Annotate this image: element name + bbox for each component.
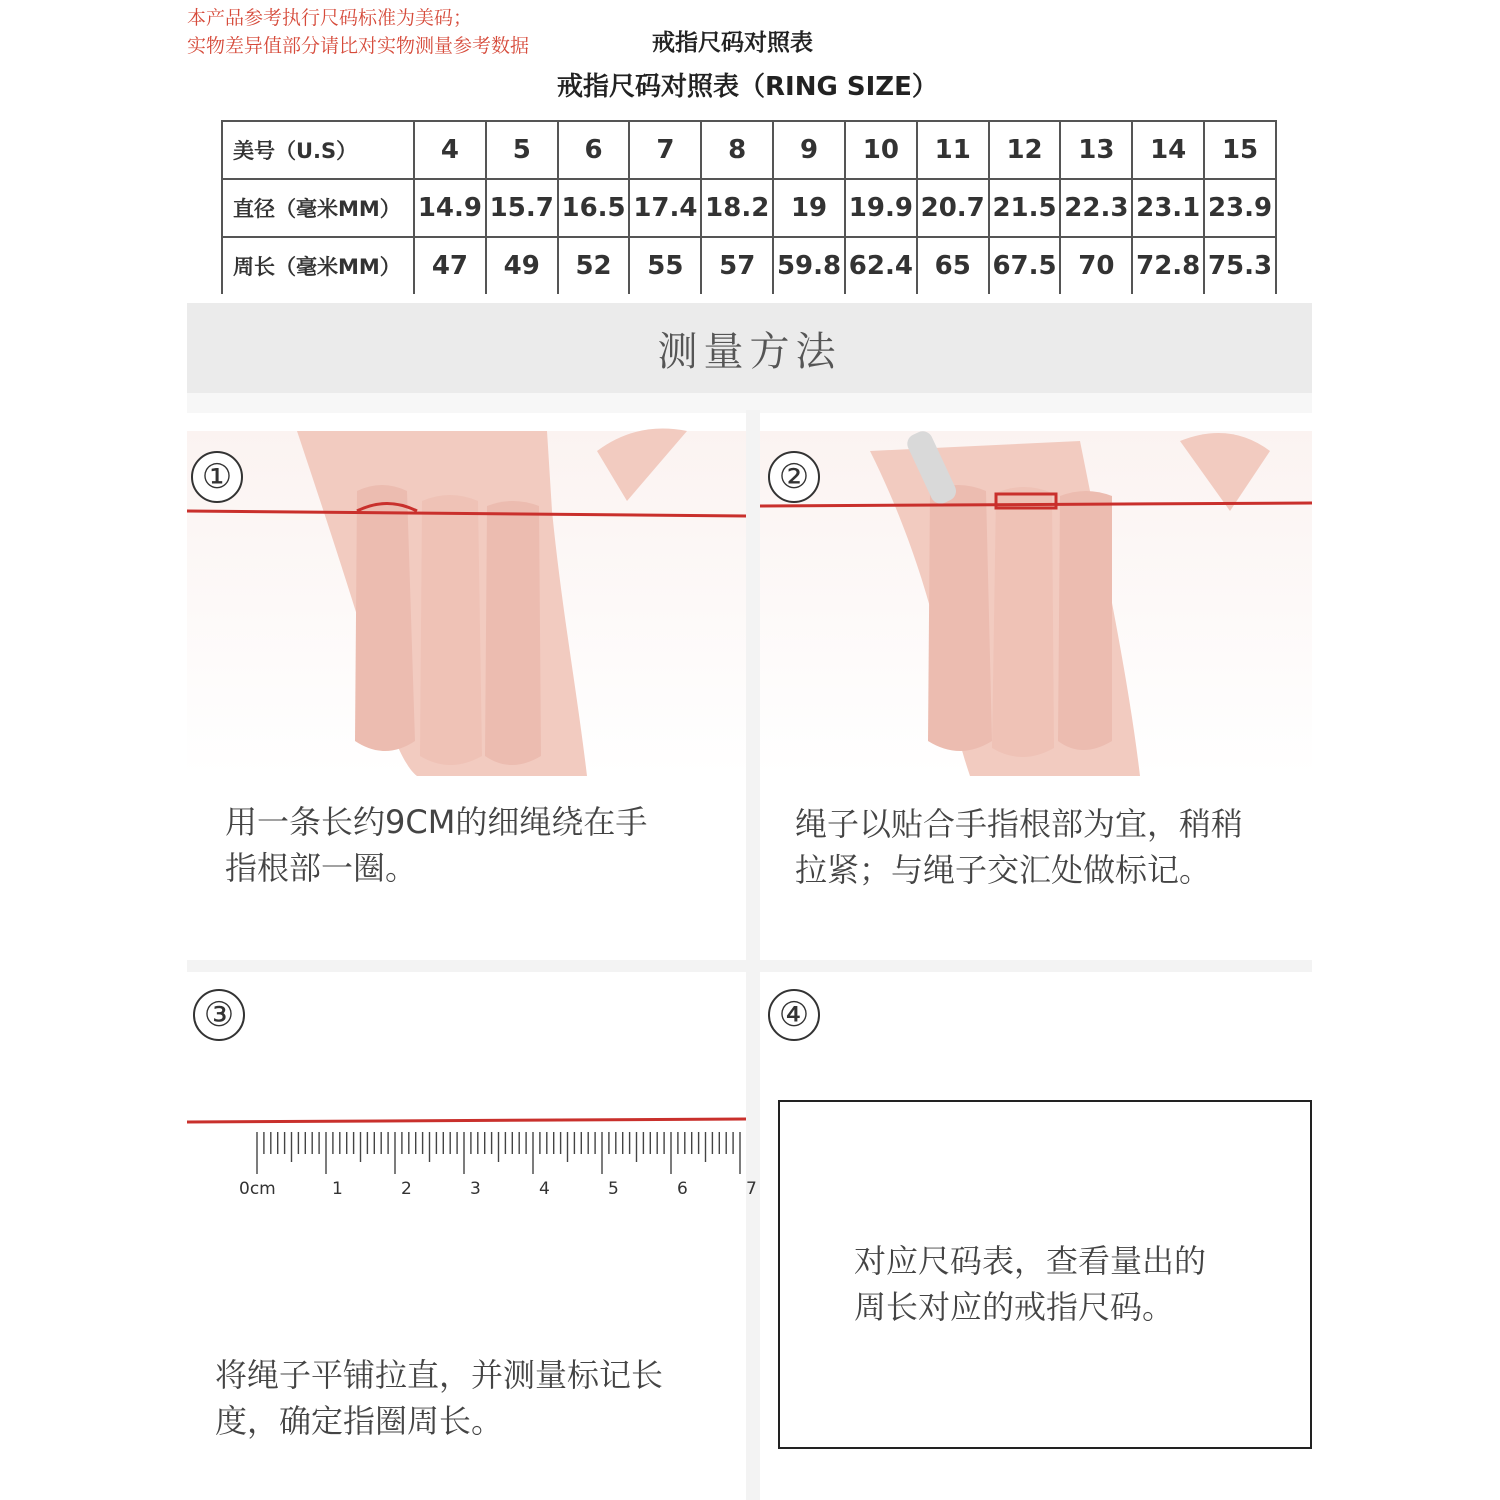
step-number: ④ <box>768 989 820 1041</box>
size-cell: 6 <box>558 121 630 179</box>
size-cell: 11 <box>917 121 989 179</box>
step-text-line: 对应尺码表，查看量出的 <box>854 1242 1207 1280</box>
ruler-with-string <box>187 1112 757 1202</box>
size-cell: 13 <box>1060 121 1132 179</box>
size-cell: 55 <box>629 237 701 294</box>
step-number: ① <box>191 451 243 503</box>
size-table-row <box>222 237 1276 294</box>
ruler-label: 2 <box>401 1179 412 1199</box>
horizontal-divider <box>187 960 1312 972</box>
ruler-label: 3 <box>470 1179 481 1199</box>
size-cell: 72.8 <box>1132 237 1204 294</box>
size-cell: 57 <box>701 237 773 294</box>
row-header: 美号（U.S） <box>222 121 414 179</box>
step-1-panel <box>187 413 746 960</box>
row-header: 直径（毫米MM） <box>222 179 414 237</box>
string-line <box>187 1119 746 1122</box>
size-cell: 12 <box>989 121 1061 179</box>
ruler-label: 7 <box>746 1179 757 1199</box>
step-number: ③ <box>193 989 245 1041</box>
ring-size-guide <box>187 0 1312 1500</box>
size-cell: 52 <box>558 237 630 294</box>
note-line: 实物差异值部分请比对实物测量参考数据 <box>187 35 530 57</box>
size-table-row <box>222 121 1276 179</box>
size-cell: 75.3 <box>1204 237 1276 294</box>
hand-photo <box>760 431 1312 776</box>
step-text-line: 用一条长约9CM的细绳绕在手 <box>225 803 648 841</box>
size-cell: 49 <box>486 237 558 294</box>
size-cell: 23.1 <box>1132 179 1204 237</box>
hand-photo <box>187 431 746 776</box>
step-number: ② <box>768 451 820 503</box>
section-title: 测量方法 <box>657 329 842 375</box>
size-cell: 17.4 <box>629 179 701 237</box>
step-text-line: 度，确定指圈周长。 <box>215 1402 504 1440</box>
size-cell: 19 <box>773 179 845 237</box>
ruler-label: 1 <box>332 1179 343 1199</box>
step-text-line: 将绳子平铺拉直，并测量标记长 <box>215 1356 664 1394</box>
note-line: 本产品参考执行尺码标准为美码； <box>187 7 473 29</box>
step-2-panel <box>760 413 1312 960</box>
size-cell: 8 <box>701 121 773 179</box>
step-text-line: 拉紧；与绳子交汇处做标记。 <box>795 851 1212 889</box>
size-cell: 18.2 <box>701 179 773 237</box>
ruler-unit-label: 0cm <box>239 1179 276 1199</box>
hand-marking-string-image <box>760 431 1312 776</box>
size-cell: 10 <box>845 121 917 179</box>
size-cell: 15 <box>1204 121 1276 179</box>
size-cell: 59.8 <box>773 237 845 294</box>
chart-subtitle: 戒指尺码对照表（RING SIZE） <box>557 72 938 102</box>
step-3-panel <box>187 972 757 1500</box>
size-cell: 5 <box>486 121 558 179</box>
size-cell: 14.9 <box>414 179 486 237</box>
step-description <box>215 1352 663 1444</box>
size-cell: 4 <box>414 121 486 179</box>
size-cell: 19.9 <box>845 179 917 237</box>
step-text-line: 绳子以贴合手指根部为宜，稍稍 <box>795 805 1244 843</box>
size-cell: 15.7 <box>486 179 558 237</box>
size-cell: 16.5 <box>558 179 630 237</box>
step-description <box>854 1238 1206 1330</box>
size-cell: 21.5 <box>989 179 1061 237</box>
ruler-label: 6 <box>677 1179 688 1199</box>
size-cell: 9 <box>773 121 845 179</box>
size-cell: 20.7 <box>917 179 989 237</box>
ruler-label: 5 <box>608 1179 619 1199</box>
ring-size-table <box>221 120 1277 294</box>
size-cell: 22.3 <box>1060 179 1132 237</box>
step-description <box>795 801 1243 893</box>
step-description <box>225 799 647 891</box>
step-text-line: 周长对应的戒指尺码。 <box>854 1288 1175 1326</box>
size-table-row <box>222 179 1276 237</box>
size-cell: 47 <box>414 237 486 294</box>
size-cell: 14 <box>1132 121 1204 179</box>
size-cell: 70 <box>1060 237 1132 294</box>
size-notes <box>187 4 529 60</box>
size-cell: 23.9 <box>1204 179 1276 237</box>
size-cell: 62.4 <box>845 237 917 294</box>
hand-wrapped-string-image <box>187 431 746 776</box>
step-4-panel <box>760 972 1312 1500</box>
row-header: 周长（毫米MM） <box>222 237 414 294</box>
step-text-line: 指根部一圈。 <box>225 849 418 887</box>
ruler-label: 4 <box>539 1179 550 1199</box>
vertical-divider <box>746 410 760 1500</box>
size-cell: 65 <box>917 237 989 294</box>
size-cell: 7 <box>629 121 701 179</box>
chart-title: 戒指尺码对照表 <box>652 30 813 56</box>
size-cell: 67.5 <box>989 237 1061 294</box>
